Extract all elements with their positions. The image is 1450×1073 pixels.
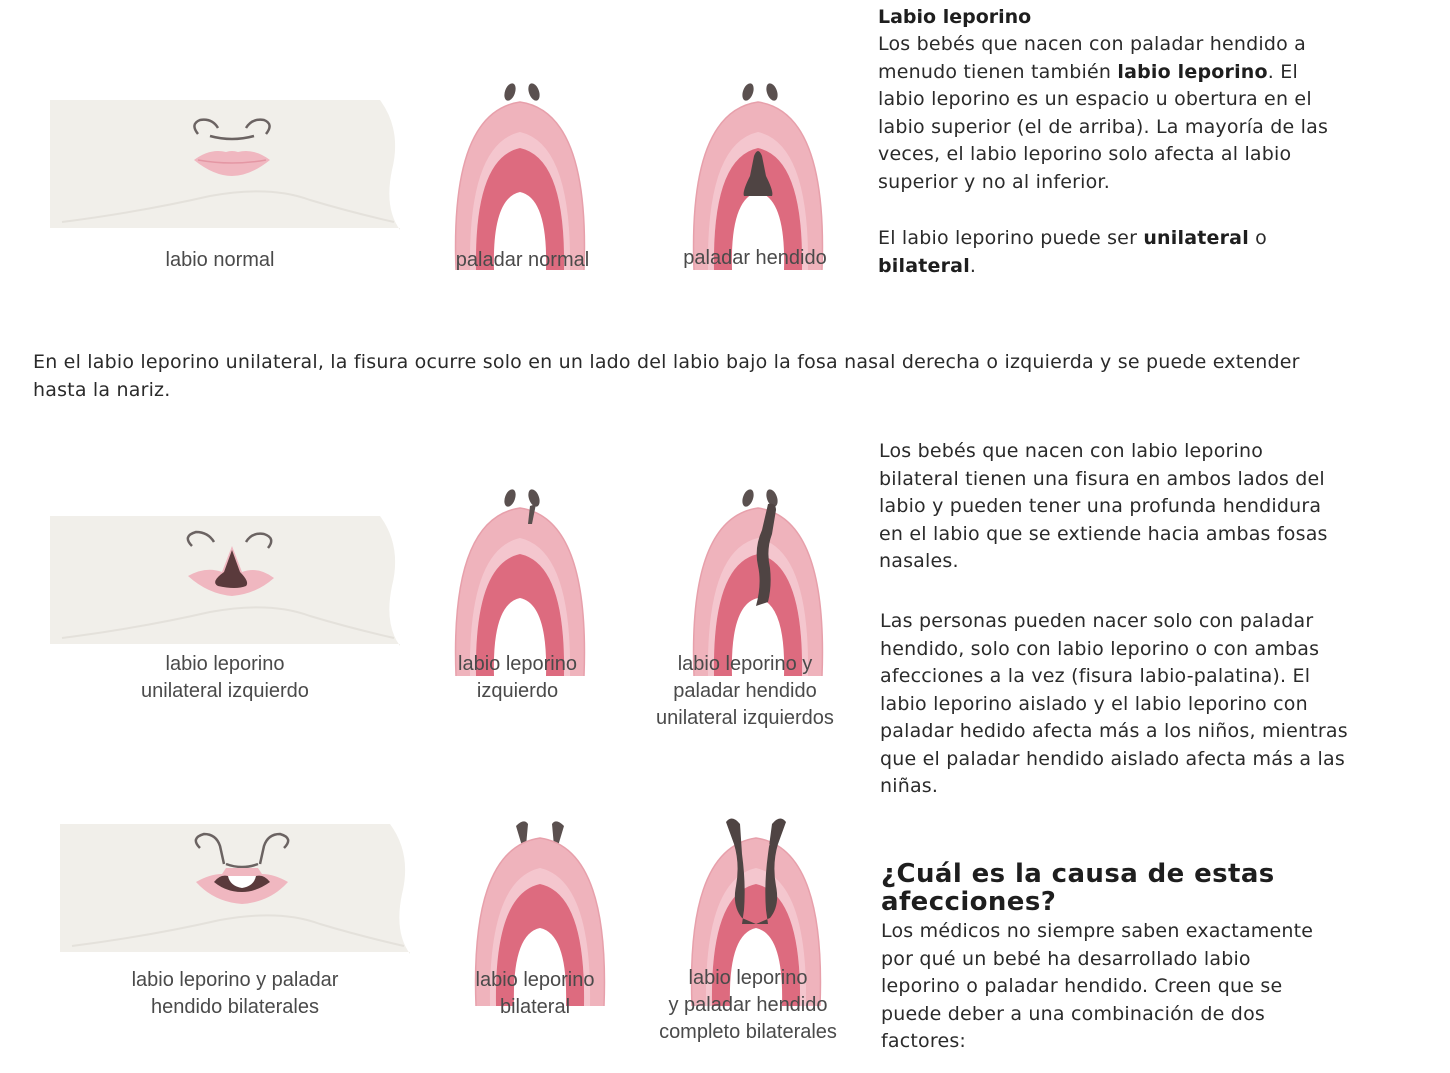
- cause-paragraph: Los médicos no siempre saben exactamente por qué un bebé ha desarrollado labio leporino o paladar hendido. Creen que se puede deber a una combinación de dos factores:: [881, 920, 1314, 1052]
- unilateral-lip-illustration: [50, 516, 400, 646]
- caption-left-cleft-lip-line1: labio leporino: [458, 653, 577, 675]
- caption-unilateral-cleft-palate-line1: labio leporino y: [677, 653, 813, 675]
- caption-unilateral-lip-line1: labio leporino: [165, 653, 285, 675]
- intro-section: [878, 6, 1343, 280]
- caption-bilateral-lip-line2: hendido bilaterales: [151, 996, 319, 1018]
- normal-palate-illustration: [450, 84, 590, 274]
- intro-p2-a: El labio leporino puede ser: [878, 227, 1144, 249]
- intro-p2-d: bilateral: [878, 254, 970, 277]
- caption-unilateral-cleft-palate-line2: paladar hendido: [673, 680, 817, 702]
- intro-paragraph: [878, 31, 1343, 196]
- caption-left-cleft-lip-line2: izquierdo: [476, 680, 559, 702]
- caption-unilateral-lip: [105, 651, 345, 705]
- caption-left-cleft-lip: [420, 651, 615, 705]
- intro-title: Labio leporino: [878, 6, 1032, 28]
- intro-p1-b: labio leporino: [1117, 60, 1268, 83]
- caption-bilateral-cleft-lip: [440, 967, 630, 1021]
- caption-complete-bilateral: [628, 965, 868, 1046]
- normal-lip-illustration: [50, 100, 400, 230]
- caption-bilateral-cleft-lip-line1: labio leporino: [475, 969, 595, 991]
- caption-bilateral-lip-line1: labio leporino y paladar: [131, 969, 339, 991]
- cause-section: [881, 860, 1321, 1056]
- cause-heading: ¿Cuál es la causa de estas afecciones?: [881, 859, 1275, 917]
- caption-cleft-palate: paladar hendido: [683, 247, 827, 269]
- intro-p2-b: unilateral: [1143, 227, 1249, 249]
- caption-bilateral-cleft-lip-line2: bilateral: [499, 996, 571, 1018]
- unilateral-paragraph: En el labio leporino unilateral, la fisura ocurre solo en un lado del labio bajo la fosa nasal derecha o izquierda y se puede extender hasta la nariz.: [33, 351, 1300, 401]
- bilateral-paragraph: Los bebés que nacen con labio leporino bilateral tienen una fisura en ambos lados del labio y pueden tener una profunda hendidura en el labio que se extiende hacia ambas fosas nasales.: [879, 440, 1328, 572]
- intro-p1-a: Los bebés que nacen con paladar hendido a menudo tienen también: [878, 33, 1306, 83]
- intro-p2-e: .: [969, 254, 977, 277]
- caption-normal-lip: labio normal: [165, 249, 275, 271]
- caption-unilateral-lip-line2: unilateral izquierdo: [141, 680, 309, 702]
- bilateral-lip-illustration: [60, 824, 410, 954]
- intro-p2-c: o: [1248, 227, 1267, 249]
- caption-normal-palate: paladar normal: [455, 249, 590, 271]
- caption-complete-bilateral-line3: completo bilaterales: [659, 1021, 837, 1043]
- caption-complete-bilateral-line2: y paladar hendido: [668, 994, 828, 1016]
- caption-unilateral-cleft-palate: [630, 651, 860, 732]
- caption-bilateral-lip: [95, 967, 375, 1021]
- intro-p1-c: . El labio leporino es un espacio u obertura en el labio superior (el de arriba). La mayoría de las veces, el labio leporino solo afecta al labio superior y no al inferior.: [878, 60, 1329, 193]
- persons-paragraph: Las personas pueden nacer solo con paladar hendido, solo con labio leporino o con ambas afecciones a la vez (fisura labio-palatina). El labio leporino aislado y el labio leporino con paladar hedido afecta más a los niños, mientras que el paladar hendido aislado afecta más a las niñas.: [880, 610, 1348, 797]
- intro-types-paragraph: [878, 225, 1343, 280]
- caption-complete-bilateral-line1: labio leporino: [688, 967, 808, 989]
- caption-unilateral-cleft-palate-line3: unilateral izquierdos: [656, 707, 834, 729]
